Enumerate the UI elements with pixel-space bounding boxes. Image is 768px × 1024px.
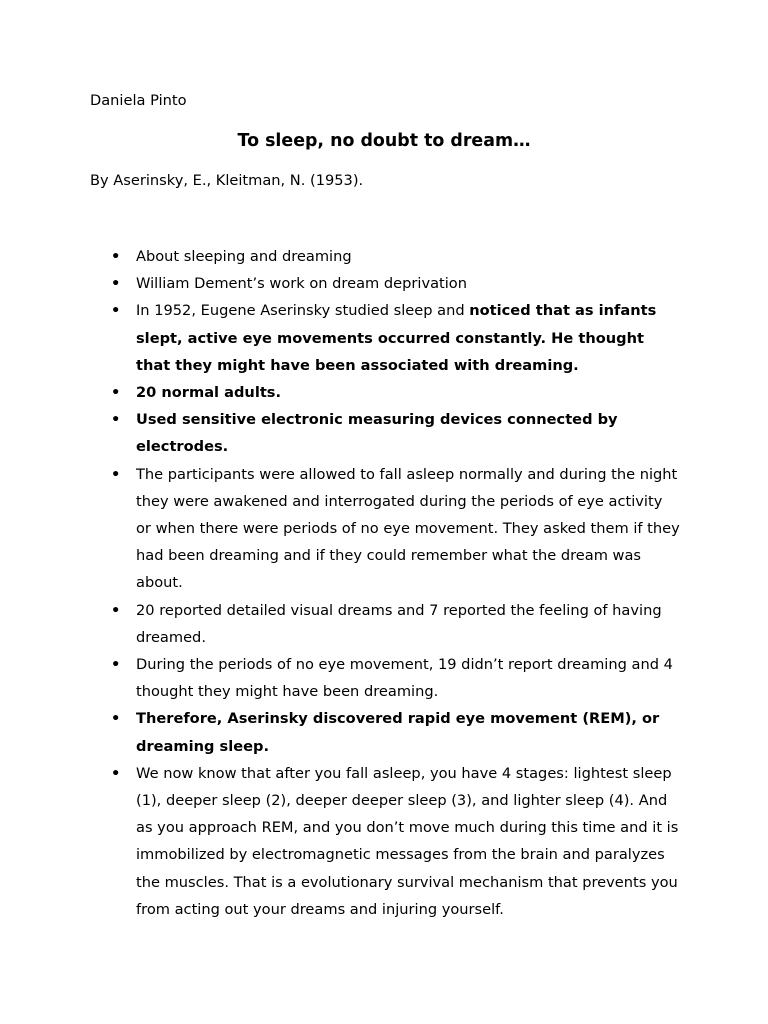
citation-line: By Aserinsky, E., Kleitman, N. (1953).	[90, 172, 364, 189]
bullet-bold-text: Used sensitive electronic measuring devices connected by electrodes.	[136, 411, 618, 456]
author-name: Daniela Pinto	[90, 92, 187, 109]
bullet-item	[136, 297, 681, 379]
document-title: To sleep, no doubt to dream…	[237, 131, 531, 151]
bullet-bold-text: noticed that as infants slept, active eye movements occurred constantly. He thought that they might have been associated with dreaming.	[136, 302, 657, 374]
bullet-text: 20 reported detailed visual dreams and 7 reported the feeling of having dreamed.	[136, 601, 662, 646]
bullet-text: William Dement’s work on dream deprivation	[136, 275, 467, 293]
bullet-text: During the periods of no eye movement, 19 didn’t report dreaming and 4 thought they might have been dreaming.	[136, 656, 673, 701]
bullet-item	[136, 461, 681, 597]
bullet-item	[136, 760, 681, 923]
bullet-text: The participants were allowed to fall asleep normally and during the night they were awakened and interrogated during the periods of eye activity or when there were periods of no eye movement. They asked them if they had been dreaming and if they could remember what the dream was about.	[136, 465, 680, 592]
bullet-text: We now know that after you fall asleep, you have 4 stages: lightest sleep (1), deeper sleep (2), deeper deeper sleep (3), and lighter sleep (4). And as you approach REM, and you don’t move much during this time and it is immobilized by electromagnetic messages from the brain and paralyzes the muscles. That is a evolutionary survival mechanism that prevents you from acting out your dreams and injuring yourself.	[136, 764, 679, 918]
bullet-item	[136, 379, 681, 406]
bullet-bold-text: 20 normal adults.	[136, 384, 282, 402]
bullet-text: In 1952, Eugene Aserinsky studied sleep and	[136, 302, 470, 320]
bullet-bold-text: Therefore, Aserinsky discovered rapid eye movement (REM), or dreaming sleep.	[136, 710, 660, 755]
bullet-text: About sleeping and dreaming	[136, 248, 352, 265]
bullet-item	[136, 705, 681, 759]
bullet-item	[136, 651, 681, 705]
bullet-list	[136, 243, 681, 923]
bullet-item	[136, 597, 681, 651]
bullet-item	[136, 406, 681, 460]
bullet-item	[136, 243, 681, 270]
bullet-item	[136, 270, 681, 297]
